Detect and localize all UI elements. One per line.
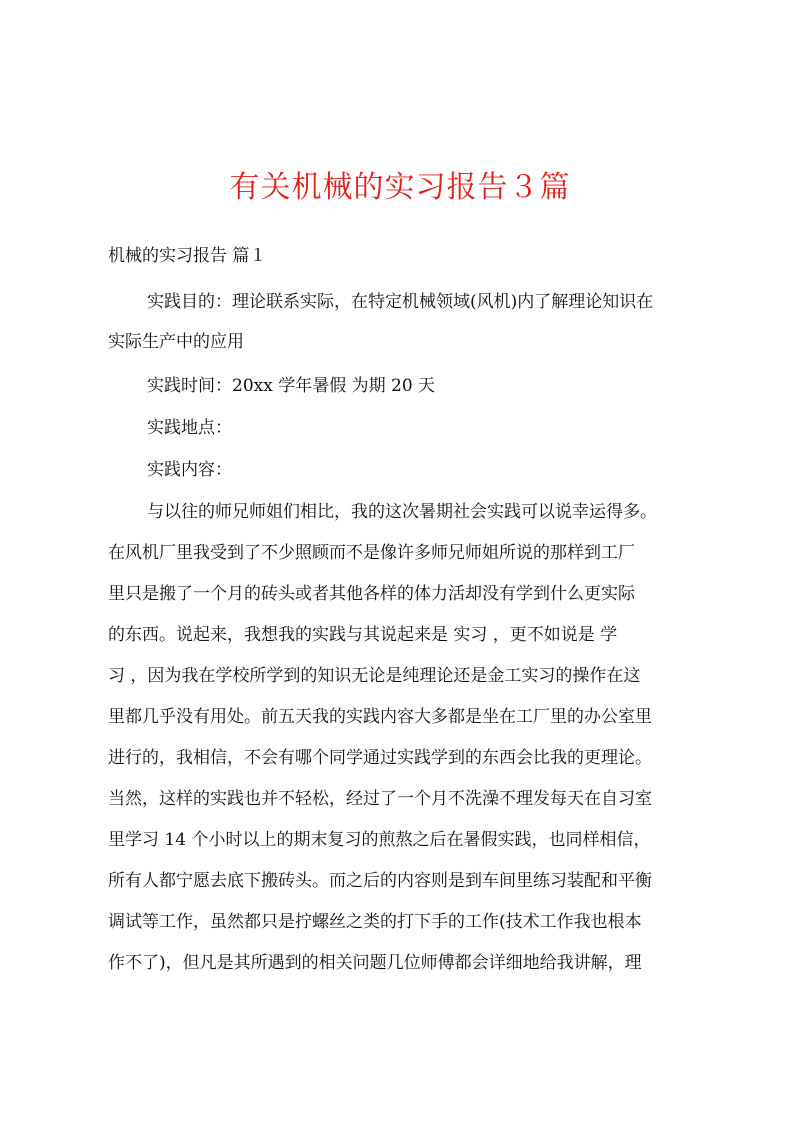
section-heading: 机械的实习报告 篇１	[108, 246, 267, 266]
place-line: 实践地点：	[147, 418, 232, 438]
body-line: 里都几乎没有用处。前五天我的实践内容大多都是坐在工厂里的办公室里	[108, 707, 652, 727]
body-line: 的东西。说起来，我想我的实践与其说起来是 实习 ，更不如说是 学	[108, 625, 618, 645]
body-line: 作不了)，但凡是其所遇到的相关问题几位师傅都会详细地给我讲解，理	[108, 953, 642, 973]
purpose-line-2: 实际生产中的应用	[108, 332, 244, 352]
content-label: 实践内容：	[147, 460, 232, 480]
document-title: 有关机械的实习报告３篇	[229, 170, 571, 205]
purpose-line-1: 实践目的：理论联系实际，在特定机械领域(风机)内了解理论知识在	[147, 292, 654, 312]
body-line: 调试等工作，虽然都只是拧螺丝之类的打下手的工作(技术工作我也根本	[108, 912, 642, 932]
body-line: 与以往的师兄师姐们相比，我的这次暑期社会实践可以说幸运得多。	[147, 502, 657, 522]
body-line: 在风机厂里我受到了不少照顾而不是像许多师兄师姐所说的那样到工厂	[108, 543, 635, 563]
body-line: 进行的，我相信，不会有哪个同学通过实践学到的东西会比我的更理论。	[108, 748, 652, 768]
time-line: 实践时间：20xx 学年暑假 为期 20 天	[147, 376, 436, 396]
body-line: 里学习 14 个小时以上的期末复习的煎熬之后在暑假实践，也同样相信，	[108, 830, 651, 850]
body-line: 习 ，因为我在学校所学到的知识无论是纯理论还是金工实习的操作在这	[108, 666, 641, 686]
body-line: 里只是搬了一个月的砖头或者其他各样的体力活却没有学到什么更实际	[108, 584, 635, 604]
body-line: 所有人都宁愿去底下搬砖头。而之后的内容则是到车间里练习装配和平衡	[108, 871, 652, 891]
body-line: 当然，这样的实践也并不轻松，经过了一个月不洗澡不理发每天在自习室	[108, 789, 652, 809]
